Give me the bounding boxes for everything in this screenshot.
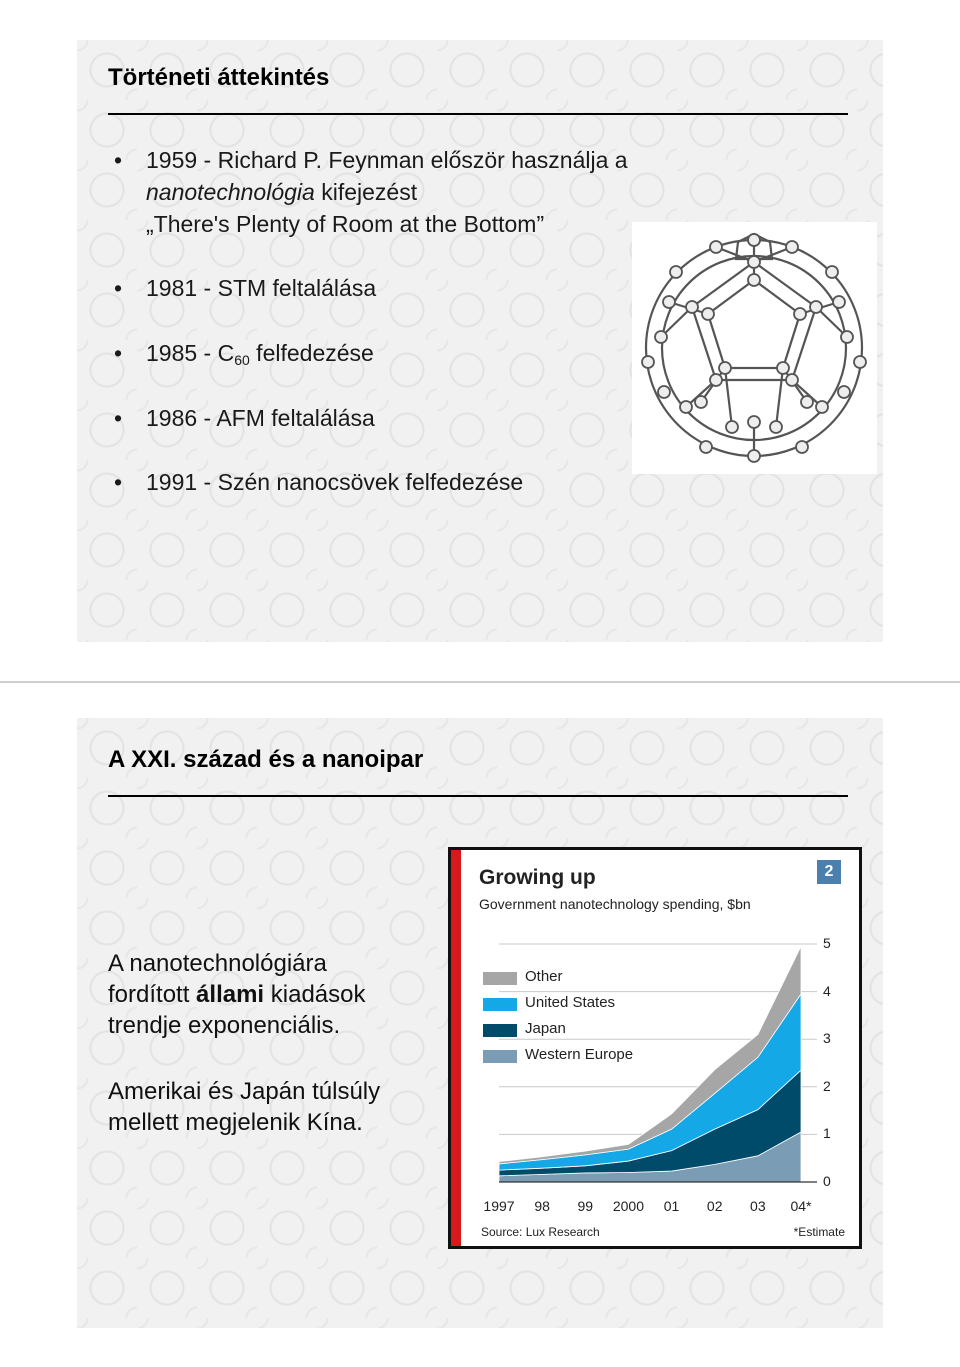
bullet-c60 <box>146 337 374 376</box>
bullet-afm: 1986 - AFM feltalálása <box>146 405 375 431</box>
x-tick-label: 98 <box>534 1198 550 1214</box>
chart-plot-area <box>451 850 859 1246</box>
bullet-feynman-line2 <box>146 176 417 208</box>
spending-line2 <box>108 979 365 1010</box>
y-tick-label: 2 <box>823 1077 831 1094</box>
dominance-line2: mellett megjelenik Kína. <box>108 1109 363 1136</box>
chart-estimate-note: *Estimate <box>793 1225 845 1239</box>
page-divider <box>0 681 960 683</box>
dominance-line1: Amerikai és Japán túlsúly <box>108 1078 381 1105</box>
legend-label-us: United States <box>525 994 616 1011</box>
spending-line1: A nanotechnológiára <box>108 950 327 977</box>
italic-term: nanotechnológia <box>146 179 315 205</box>
x-tick-label: 04* <box>790 1198 812 1214</box>
slide-nanoindustry <box>77 718 883 1328</box>
bullet-feynman-line2-rest: kifejezést <box>314 179 418 205</box>
spending-line2-bold: állami <box>196 981 265 1008</box>
bullet-feynman-line1: 1959 - Richard P. Feynman először használja a <box>146 147 628 173</box>
chart-title: Growing up <box>479 866 596 889</box>
spending-paragraph <box>108 948 365 1041</box>
y-tick-label: 3 <box>823 1030 831 1047</box>
spending-chart <box>448 847 862 1249</box>
bullet-c60-pre: 1985 - C <box>146 340 235 366</box>
bullet-glyph: • <box>114 469 123 495</box>
legend-label-japan: Japan <box>525 1020 566 1037</box>
x-tick-label: 02 <box>706 1198 723 1214</box>
x-tick-label: 03 <box>750 1198 766 1214</box>
slide-title: A XXI. század és a nanoipar <box>108 746 424 773</box>
chart-subtitle: Government nanotechnology spending, $bn <box>479 896 751 912</box>
bullet-glyph: • <box>114 147 123 173</box>
spending-line2-post: kiadások <box>264 981 366 1008</box>
y-tick-label: 4 <box>823 982 831 999</box>
title-underline <box>108 795 848 797</box>
slide-history <box>77 40 883 642</box>
bullet-glyph: • <box>114 275 123 301</box>
bullet-c60-sub: 60 <box>234 352 250 368</box>
bullet-nanotubes: 1991 - Szén nanocsövek felfedezése <box>146 469 524 495</box>
bullet-stm: 1981 - STM feltalálása <box>146 275 377 301</box>
y-tick-label: 5 <box>823 935 831 951</box>
bullet-feynman-quote: „There's Plenty of Room at the Bottom” <box>146 211 545 237</box>
bullet-glyph: • <box>114 340 123 366</box>
chart-number-badge: 2 <box>817 860 841 884</box>
spending-line3: trendje exponenciális. <box>108 1012 341 1039</box>
x-tick-label: 99 <box>577 1198 594 1214</box>
fullerene-molecule-image <box>632 222 877 474</box>
legend-label-western-europe: Western Europe <box>525 1046 634 1063</box>
slide-title: Történeti áttekintés <box>108 64 330 91</box>
spending-line2-pre: fordított <box>108 981 197 1008</box>
x-tick-label: 01 <box>663 1198 680 1214</box>
chart-source: Source: Lux Research <box>481 1225 600 1239</box>
legend-label-other: Other <box>525 968 563 985</box>
x-tick-label: 2000 <box>612 1198 644 1214</box>
bullet-c60-post: felfedezése <box>249 340 374 366</box>
y-tick-label: 1 <box>823 1125 831 1142</box>
title-underline <box>108 113 848 115</box>
y-tick-label: 0 <box>823 1173 831 1189</box>
x-tick-label: 1997 <box>483 1198 515 1214</box>
dominance-paragraph <box>108 1076 380 1138</box>
bullet-glyph: • <box>114 405 123 431</box>
